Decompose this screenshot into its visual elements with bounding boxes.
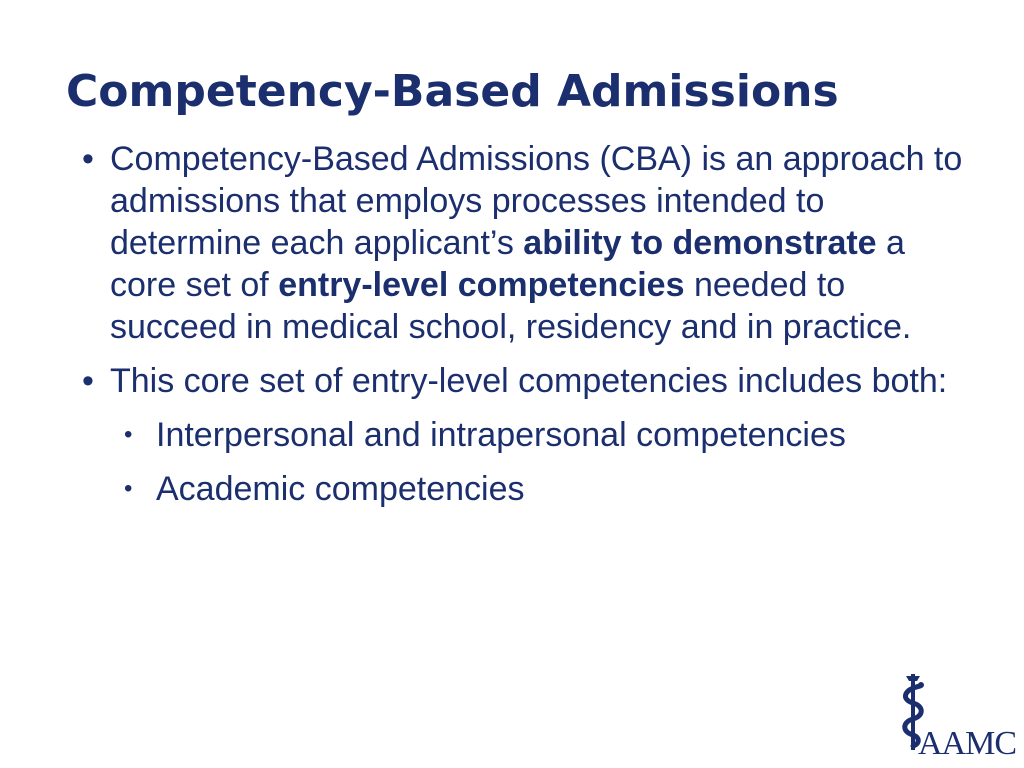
bullet-dot: •: [82, 362, 94, 400]
subbullet-text: Interpersonal and intrapersonal competencies: [156, 416, 846, 454]
subbullet-interpersonal: [78, 414, 978, 456]
subbullet-academic: [78, 468, 978, 510]
bullet-text: Competency-Based Admissions (CBA) is an approach to admissions that employs processes intended to determine each applicant’s: [110, 140, 963, 262]
bullet-bold-phrase: ability to demonstrate: [523, 224, 877, 262]
bullet-text: a core set of: [110, 224, 905, 304]
bullet-text: needed to succeed in medical school, residency and in practice.: [110, 266, 912, 346]
bullet-text: This core set of entry-level competencies includes both:: [110, 362, 948, 400]
bullet-core-set: [78, 360, 978, 402]
subbullet-dot: •: [124, 475, 133, 502]
slide-body: [78, 138, 978, 522]
bullet-dot: •: [82, 140, 94, 178]
subbullet-dot: •: [124, 421, 133, 448]
subbullet-text: Academic competencies: [156, 470, 525, 508]
bullet-cba-definition: [78, 138, 978, 348]
aamc-logo: [898, 672, 1017, 762]
logo-wordmark: AAMC: [918, 725, 1017, 762]
bullet-bold-phrase: entry-level competencies: [278, 266, 685, 304]
slide-title: Competency-Based Admissions: [66, 66, 839, 117]
